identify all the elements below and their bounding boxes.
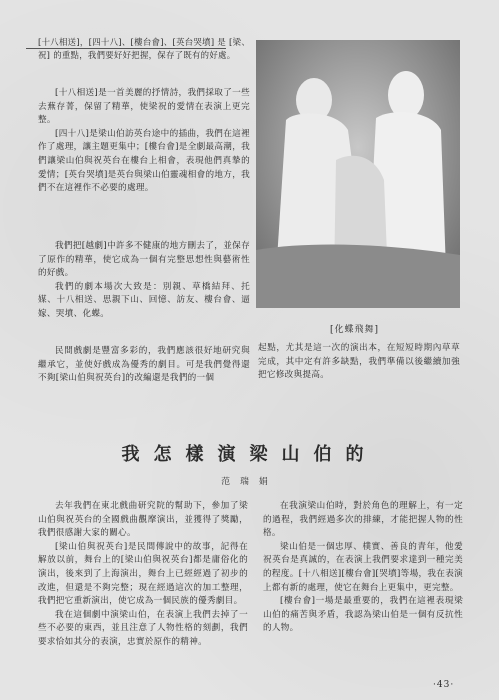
article-author: 范瑞娟 xyxy=(221,477,278,487)
left-tail xyxy=(38,345,250,386)
column-2-p1: 在我演梁山伯時，對於角色的理解上，有一定的過程，我們經過多次的排練，才能把握人物的性格。 xyxy=(263,501,463,539)
left-paragraph-3 xyxy=(38,240,250,322)
left-tail-text: 民間戲劇是豐富多彩的，我們應該很好地研究與繼承它，並使好戲成為優秀的劇目。可是我們覺得還不夠[梁山伯與祝英台]的改編還是我們的一個 xyxy=(38,346,250,384)
column-1-p2: [梁山伯與祝英台]是民間傳說中的故事，記得在解放以前，舞台上的[梁山伯與祝英台]都是庸俗化的演出，後來到了上海演出，舞台上已經經過了初步的改進，但還是不夠完整；現在經過這次的加工整理，我們把它重新演出，使它成為一個民族的優秀劇目。 xyxy=(38,541,248,607)
photo-caption: [化蝶飛舞] xyxy=(330,325,380,335)
column-1-p1: 去年我們在東北戲曲研究院的幫助下，參加了梁山伯與祝英台的全國戲曲觀摩演出，並獲得了獎勵，我們很感謝大家的關心。 xyxy=(38,501,248,539)
article-title: 我怎樣演梁山伯的 xyxy=(121,444,378,465)
page-number: ·43· xyxy=(433,680,455,690)
column-2-p2: 梁山伯是一個忠厚、樸實、善良的青年，他愛祝英台是真誠的，在表演上我們要求達到一種完美的程度。[十八相送][樓台會][哭墳]等場，我在表演上都有新的處理，使它在舞台上更集中，更完整。 xyxy=(263,541,463,593)
left-paragraph-4-text: 我們的劇本場次大致是：別親、草橋結拜、托媒、十八相送、思親下山、回憶、訪友、樓台會、逼嫁、哭墳、化蝶。 xyxy=(38,281,250,319)
left-paragraph-3-text: 我們把[越劇]中許多不健康的地方刪去了，並保存了原作的精華，使它成為一個有完整思想性與藝術性的好戲。 xyxy=(38,241,250,279)
column-2-p3: [樓台會]一場是最重要的，我們在這裡表現梁山伯的痛苦與矛盾，我認為梁山伯是一個有反抗性的人物。 xyxy=(263,596,463,634)
top-note-text: [十八相送]，[四十八]、[樓台會]、[英台哭墳] 是 [梁、祝] 的重點，我們要好好把握，保存了既有的好處。 xyxy=(38,37,250,60)
left-paragraph-2-text: [四十八]是梁山伯訪英台途中的插曲，我們在這裡作了處理，讓主題更集中；[樓台會]是全劇最高潮，我們讓梁山伯與祝英台在樓台上相會，表現他們真摯的愛情；[英台哭墳]是英台與梁山伯靈魂相會的地方，我們不在這裡作不必要的處理。 xyxy=(38,128,250,194)
left-paragraph-1-text: [十八相送]是一首美麗的抒情詩，我們採取了一些去蕪存菁，保留了精華，使梁祝的愛情在表演上更完整。 xyxy=(38,88,250,126)
right-tail-text: 起點，尤其是這一次的演出本，在短短時期內草草完成，其中定有許多缺點，我們準備以後繼續加強把它修改與提高。 xyxy=(258,343,460,381)
column-2 xyxy=(263,500,463,636)
top-note xyxy=(38,36,250,62)
stage-photo-svg xyxy=(256,40,460,308)
right-tail xyxy=(258,342,460,383)
left-paragraph-1 xyxy=(38,87,250,196)
column-1 xyxy=(38,500,248,650)
column-1-p3: 我在這個劇中演梁山伯，在表演上我們去掉了一些不必要的東西，並且注意了人物性格的刻劃，我們要求恰如其分的表演，忠實於原作的精神。 xyxy=(38,609,248,647)
stage-photo xyxy=(256,40,460,308)
